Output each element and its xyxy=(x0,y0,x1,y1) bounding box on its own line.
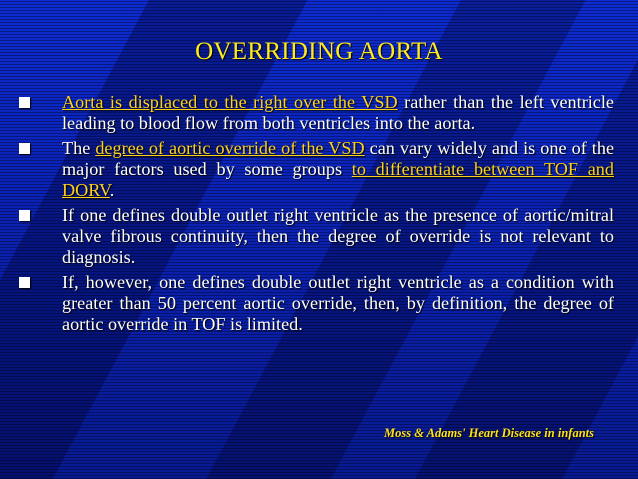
square-bullet-icon xyxy=(19,97,30,108)
bullet-list xyxy=(14,92,614,339)
plain-text: . xyxy=(109,180,115,200)
plain-text: The xyxy=(62,138,96,158)
bullet-text xyxy=(62,92,614,133)
highlighted-text: Aorta is displaced to the right over the VSD xyxy=(62,92,398,112)
bullet-item xyxy=(14,272,614,335)
plain-text: rather than the left ventricle leading to blood flow from both ventricles into the aorta. xyxy=(62,92,614,133)
square-bullet-icon xyxy=(19,277,30,288)
square-bullet-icon xyxy=(19,210,30,221)
highlighted-text: to differentiate between TOF and DORV xyxy=(62,159,614,200)
bullet-text: If one defines double outlet right ventricle as the presence of aortic/mitral valve fibrous continuity, then the degree of override is not relevant to diagnosis. xyxy=(62,205,614,267)
bullet-text xyxy=(62,138,614,200)
bullet-item xyxy=(14,138,614,201)
plain-text: can vary widely and is one of the major factors used by some groups xyxy=(62,138,615,179)
slide-title: OVERRIDING AORTA xyxy=(195,38,443,65)
bullet-item xyxy=(14,92,614,134)
bullet-item xyxy=(14,205,614,268)
square-bullet-icon xyxy=(19,143,30,154)
bullet-text: If, however, one defines double outlet right ventricle as a condition with greater than 50 percent aortic override, then, by definition, the degree of aortic override in TOF is limited. xyxy=(62,272,614,334)
highlighted-text: degree of aortic override of the VSD xyxy=(95,138,365,158)
source-citation: Moss & Adams' Heart Disease in infants xyxy=(384,426,594,440)
